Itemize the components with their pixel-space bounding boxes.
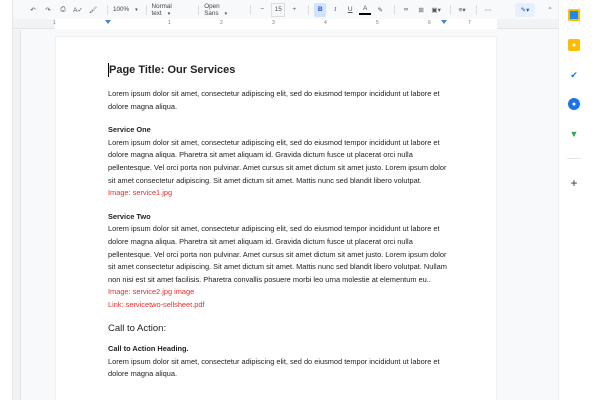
ruler-number: 5 [376, 20, 379, 26]
decrease-font-size-button[interactable]: − [260, 6, 265, 13]
toolbar [13, 0, 558, 19]
divider [107, 5, 108, 15]
align-icon[interactable]: ≡▾ [458, 6, 466, 14]
font-value: Open Sans [204, 2, 220, 17]
side-panel [558, 0, 588, 400]
text-color-button[interactable]: A [359, 5, 371, 15]
print-icon[interactable]: ⎙ [60, 5, 66, 13]
editing-mode-button[interactable]: ✎▾ [515, 3, 535, 17]
intro-paragraph: Lorem ipsum dolor sit amet, consectetur adipiscing elit, sed do eiusmod tempor incididunt ut labore et dolore magna aliqua. [108, 89, 440, 111]
service-two-link-note: Link: servicetwo-sellsheet.pdf [108, 299, 205, 309]
service-one-image-note: Image: service1.jpg [108, 188, 173, 198]
underline-button[interactable]: U [347, 6, 353, 13]
divider [250, 5, 251, 15]
divider [567, 158, 581, 159]
cta-label: Call to Action: [108, 322, 167, 334]
highlight-icon[interactable]: ✎ [377, 6, 383, 14]
divider [394, 5, 395, 15]
vertical-ruler[interactable] [13, 30, 21, 400]
font-size-input[interactable]: 15 [271, 3, 285, 17]
increase-font-size-button[interactable]: + [292, 6, 297, 13]
bold-button[interactable]: B [314, 3, 326, 17]
link-icon[interactable]: ∞ [403, 6, 409, 13]
image-icon[interactable]: ▣▾ [431, 6, 441, 14]
paint-format-icon[interactable]: 🖌︎ [88, 6, 98, 14]
cta-body: Lorem ipsum dolor sit amet, consectetur adipiscing elit, sed do eiusmod tempor incididunt ut labore et dolore magna aliqua. [108, 356, 440, 379]
divider [476, 5, 477, 15]
horizontal-ruler[interactable] [13, 19, 558, 29]
divider [308, 5, 309, 15]
collapse-toolbar-icon[interactable]: ⌃ [547, 6, 553, 14]
divider [198, 5, 199, 15]
divider [450, 5, 451, 15]
italic-button[interactable]: I [334, 6, 337, 13]
docs-editor [12, 0, 558, 400]
contacts-icon[interactable]: ● [568, 98, 580, 110]
ruler-number: 1 [168, 20, 171, 26]
zoom-select[interactable]: 100% ▾ [112, 6, 138, 13]
divider [146, 5, 147, 15]
undo-icon[interactable]: ↶ [30, 6, 36, 14]
ruler-number: 2 [220, 20, 223, 26]
page-title: Page Title: Our Services [108, 63, 453, 77]
document-page[interactable] [56, 37, 496, 400]
ruler-number: 1 [53, 20, 56, 26]
style-value: Normal text [151, 2, 172, 17]
more-button[interactable]: ⋯ [484, 6, 492, 14]
keep-icon[interactable]: ● [568, 39, 580, 51]
ruler-number: 3 [272, 20, 275, 26]
service-two-heading: Service Two [108, 211, 151, 221]
tasks-icon[interactable]: ✔ [570, 69, 578, 80]
service-two-body: Lorem ipsum dolor sit amet, consectetur adipiscing elit, sed do eiusmod tempor incididunt ut labore et dolore magna aliqua. Pharetra sit amet aliquam id. Gravida dictum fusce ut placerat orci nulla pellentesque. Vel orci porta non pulvinar. Amet cursus sit amet dictum sit amet justo. Lorem ipsum dolor sit amet consectetur adipiscing. Sit amet dictum sit amet. Mattis nunc sed blandit libero volutpat. Nullam non nisi est sit amet facilisis. Pharetra convallis posuere morbi leo urna molestie at elementum eu.. [108, 224, 447, 284]
add-addon-button[interactable]: + [570, 176, 578, 190]
cta-heading: Call to Action Heading. [108, 344, 189, 354]
service-one-body: Lorem ipsum dolor sit amet, consectetur adipiscing elit, sed do eiusmod tempor incididunt ut labore et dolore magna aliqua. Pharetra sit amet aliquam id. Gravida dictum fusce ut placerat orci nulla pellentesque. Vel orci porta non pulvinar. Amet cursus sit amet dictum sit amet justo. Lorem ipsum dolor sit amet consectetur adipiscing. Sit amet dictum sit amet. Mattis nunc sed blandit libero volutpat. [108, 137, 447, 185]
comment-icon[interactable]: ⊞ [418, 6, 424, 14]
maps-icon[interactable]: ▼ [569, 129, 579, 139]
right-indent-marker[interactable] [441, 20, 447, 24]
style-select[interactable]: Normal text ▾ [151, 2, 172, 17]
service-two-image-note: Image: service2.jpg image [108, 287, 195, 297]
font-select[interactable]: Open Sans ▾ [204, 2, 228, 17]
ruler-number: 6 [428, 20, 431, 26]
document-body[interactable] [108, 63, 453, 381]
calendar-icon[interactable] [568, 9, 580, 21]
ruler-number: 4 [324, 20, 327, 26]
zoom-value: 100% [112, 6, 130, 13]
spellcheck-icon[interactable]: A✓ [73, 6, 83, 14]
redo-icon[interactable]: ↷ [45, 6, 51, 14]
left-indent-marker[interactable] [105, 20, 111, 24]
ruler-number: 7 [468, 20, 471, 26]
service-one-heading: Service One [108, 125, 151, 135]
